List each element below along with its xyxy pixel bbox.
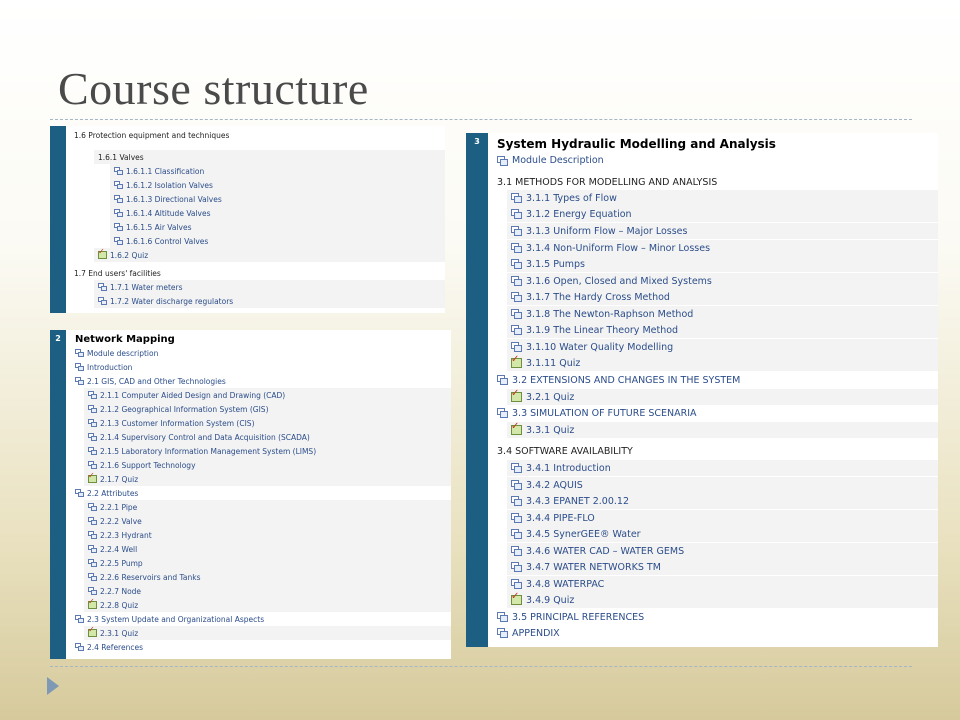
quiz-icon: ✓	[511, 392, 522, 402]
outline-item-label: Module description	[87, 348, 159, 358]
outline-item[interactable]	[84, 584, 451, 598]
document-icon	[511, 579, 522, 589]
document-icon	[114, 223, 123, 231]
document-icon	[511, 193, 522, 203]
section-title	[71, 333, 451, 346]
outline-item[interactable]	[110, 178, 445, 192]
outline-item-label: 1.6.1.4 Altitude Valves	[126, 208, 211, 218]
outline-item-label: 3.1.5 Pumps	[526, 258, 586, 270]
outline-item[interactable]	[84, 388, 451, 402]
document-icon	[511, 562, 522, 572]
document-icon	[88, 447, 97, 455]
document-icon	[511, 309, 522, 319]
document-icon	[75, 349, 84, 357]
outline-item[interactable]	[493, 609, 938, 625]
outline-item-label: 2.2.7 Node	[100, 586, 142, 596]
outline-item[interactable]	[507, 289, 938, 305]
outline-item-label: 1.6.1.6 Control Valves	[126, 236, 209, 246]
outline-item[interactable]	[84, 556, 451, 570]
outline-item-label: 3.4 SOFTWARE AVAILABILITY	[497, 445, 633, 457]
document-icon	[511, 276, 522, 286]
outline-item[interactable]	[507, 543, 938, 559]
outline-item-label: 1.6.1.3 Directional Valves	[126, 194, 222, 204]
outline-item-label: 2.1.3 Customer Information System (CIS)	[100, 418, 255, 428]
outline-item[interactable]	[507, 559, 938, 575]
outline-item[interactable]	[507, 477, 938, 493]
outline-item-label: Network Mapping	[75, 334, 175, 345]
outline-item[interactable]	[84, 542, 451, 556]
outline-item-label: 3.4.8 WATERPAC	[526, 578, 605, 590]
outline-item-label: 2.2.1 Pipe	[100, 502, 138, 512]
outline-item[interactable]	[84, 458, 451, 472]
document-icon	[88, 419, 97, 427]
outline-item-label: 1.7 End users' facilities	[74, 268, 161, 278]
document-icon	[497, 156, 508, 166]
quiz-icon: ✓	[511, 358, 522, 368]
outline-item-label: 2.1.5 Laboratory Information Management System (LIMS)	[100, 446, 317, 456]
section-outline	[66, 330, 451, 659]
document-icon	[511, 209, 522, 219]
outline-item-label: 3.1.4 Non-Uniform Flow – Minor Losses	[526, 242, 711, 254]
document-icon	[75, 489, 84, 497]
document-icon	[511, 243, 522, 253]
outline-item[interactable]	[507, 223, 938, 239]
outline-item-label: 2.2.5 Pump	[100, 558, 143, 568]
outline-item[interactable]	[84, 472, 451, 486]
outline-item[interactable]	[110, 206, 445, 220]
outline-item-label: 3.4.4 PIPE-FLO	[526, 512, 595, 524]
outline-item-label: 3.1.7 The Hardy Cross Method	[526, 291, 670, 303]
outline-item-label: 3.3 SIMULATION OF FUTURE SCENARIA	[512, 407, 697, 419]
outline-item-label: APPENDIX	[512, 627, 560, 639]
outline-item[interactable]	[507, 240, 938, 256]
outline-item[interactable]	[507, 190, 938, 206]
outline-item[interactable]	[507, 389, 938, 405]
document-icon	[75, 377, 84, 385]
outline-item-label: 1.7.2 Water discharge regulators	[110, 296, 234, 306]
document-icon	[114, 209, 123, 217]
outline-item-label: 3.2 EXTENSIONS AND CHANGES IN THE SYSTEM	[512, 374, 741, 386]
outline-item-label: 2.2.2 Valve	[100, 516, 142, 526]
document-icon	[88, 503, 97, 511]
outline-item[interactable]	[110, 220, 445, 234]
quiz-icon: ✓	[88, 601, 97, 609]
outline-item-label: 3.1 METHODS FOR MODELLING AND ANALYSIS	[497, 176, 718, 188]
slide-title: Course structure	[58, 63, 369, 114]
outline-item-label: 2.1.6 Support Technology	[100, 460, 196, 470]
document-icon	[497, 408, 508, 418]
outline-item-label: 2.1.7 Quiz	[100, 474, 139, 484]
quiz-icon: ✓	[98, 251, 107, 259]
outline-item-label: 3.4.5 SynerGEE® Water	[526, 528, 641, 540]
document-icon	[88, 545, 97, 553]
outline-item[interactable]	[84, 598, 451, 612]
outline-item-label: 2.3.1 Quiz	[100, 628, 139, 638]
document-icon	[497, 612, 508, 622]
document-icon	[511, 292, 522, 302]
outline-item[interactable]	[84, 626, 451, 640]
section-sidebar	[466, 133, 488, 647]
outline-item-label: 2.3 System Update and Organizational Aspects	[87, 614, 265, 624]
section-number: 2	[55, 334, 61, 343]
outline-item-label: 2.2.4 Well	[100, 544, 138, 554]
outline-item-label: 2.4 References	[87, 642, 143, 652]
outline-item[interactable]	[493, 153, 938, 168]
outline-item[interactable]	[84, 416, 451, 430]
section-number: 3	[474, 137, 480, 146]
outline-item-label: 3.1.8 The Newton-Raphson Method	[526, 308, 694, 320]
outline-item-label: 3.4.3 EPANET 2.00.12	[526, 495, 630, 507]
outline-item-label: 3.1.2 Energy Equation	[526, 208, 632, 220]
document-icon	[511, 259, 522, 269]
outline-item[interactable]	[493, 405, 938, 421]
outline-item-label: 3.1.9 The Linear Theory Method	[526, 324, 679, 336]
course-panel-section-1	[50, 126, 445, 313]
document-icon	[88, 517, 97, 525]
document-icon	[511, 226, 522, 236]
outline-item[interactable]	[84, 444, 451, 458]
section-label	[70, 128, 445, 142]
outline-item[interactable]	[507, 273, 938, 289]
document-icon	[88, 531, 97, 539]
outline-item-label: 3.4.6 WATER CAD – WATER GEMS	[526, 545, 685, 557]
quiz-icon: ✓	[511, 425, 522, 435]
document-icon	[497, 375, 508, 385]
outline-item-label: 1.6.1.1 Classification	[126, 166, 205, 176]
document-icon	[88, 391, 97, 399]
outline-item-label: 2.1.1 Computer Aided Design and Drawing (CAD)	[100, 390, 286, 400]
outline-item-label: 2.2.8 Quiz	[100, 600, 139, 610]
document-icon	[511, 546, 522, 556]
document-icon	[114, 237, 123, 245]
document-icon	[88, 405, 97, 413]
outline-item-label: 2.1 GIS, CAD and Other Technologies	[87, 376, 226, 386]
outline-item[interactable]	[71, 346, 451, 360]
outline-item-label: 3.2.1 Quiz	[526, 391, 575, 403]
document-icon	[511, 480, 522, 490]
outline-item[interactable]	[507, 576, 938, 592]
section-label	[94, 150, 445, 164]
outline-item-label: System Hydraulic Modelling and Analysis	[497, 137, 776, 151]
document-icon	[114, 195, 123, 203]
document-icon	[511, 342, 522, 352]
outline-item-label: 2.2.6 Reservoirs and Tanks	[100, 572, 201, 582]
quiz-icon: ✓	[88, 629, 97, 637]
document-icon	[75, 643, 84, 651]
outline-item-label: 3.4.7 WATER NETWORKS TM	[526, 561, 661, 573]
outline-item[interactable]	[94, 294, 445, 308]
document-icon	[511, 463, 522, 473]
outline-item[interactable]	[84, 514, 451, 528]
outline-item-label: 3.5 PRINCIPAL REFERENCES	[512, 611, 645, 623]
top-divider	[50, 119, 912, 120]
outline-item[interactable]	[507, 256, 938, 272]
outline-item[interactable]	[84, 570, 451, 584]
outline-item[interactable]	[110, 164, 445, 178]
outline-item[interactable]	[507, 460, 938, 476]
document-icon	[497, 628, 508, 638]
section-label	[493, 443, 938, 459]
outline-item-label: Introduction	[87, 362, 133, 372]
section-title	[493, 136, 938, 152]
outline-item[interactable]	[71, 640, 451, 654]
section-sidebar	[50, 126, 66, 313]
outline-item[interactable]	[493, 372, 938, 388]
outline-item[interactable]	[507, 306, 938, 322]
outline-item[interactable]	[493, 625, 938, 641]
outline-item-label: 1.6.1 Valves	[98, 152, 144, 162]
outline-item[interactable]	[71, 374, 451, 388]
outline-item-label: 3.1.3 Uniform Flow – Major Losses	[526, 225, 688, 237]
outline-item-label: 1.6.2 Quiz	[110, 250, 149, 260]
outline-item[interactable]	[507, 322, 938, 338]
course-panel-section-3	[466, 133, 938, 647]
document-icon	[88, 559, 97, 567]
quiz-icon: ✓	[88, 475, 97, 483]
outline-item[interactable]	[507, 592, 938, 608]
outline-item[interactable]	[84, 402, 451, 416]
course-panel-section-2	[50, 330, 451, 659]
outline-item[interactable]	[94, 280, 445, 294]
outline-item[interactable]	[84, 430, 451, 444]
outline-item-label: 3.1.6 Open, Closed and Mixed Systems	[526, 275, 712, 287]
document-icon	[88, 573, 97, 581]
document-icon	[511, 325, 522, 335]
document-icon	[75, 615, 84, 623]
outline-item[interactable]	[71, 486, 451, 500]
document-icon	[88, 587, 97, 595]
outline-item-label: 1.6.1.5 Air Valves	[126, 222, 192, 232]
outline-item[interactable]	[71, 612, 451, 626]
document-icon	[511, 529, 522, 539]
section-outline	[488, 133, 938, 647]
outline-item-label: 2.1.4 Supervisory Control and Data Acquisition (SCADA)	[100, 432, 310, 442]
section-label	[70, 266, 445, 280]
outline-item[interactable]	[507, 206, 938, 222]
outline-item-label: 3.1.10 Water Quality Modelling	[526, 341, 674, 353]
document-icon	[75, 363, 84, 371]
document-icon	[98, 283, 107, 291]
outline-item[interactable]	[84, 500, 451, 514]
next-slide-arrow-icon[interactable]	[47, 677, 59, 695]
outline-item[interactable]	[507, 355, 938, 371]
outline-item-label: 3.1.11 Quiz	[526, 357, 581, 369]
outline-item-label: 3.3.1 Quiz	[526, 424, 575, 436]
section-outline	[66, 126, 445, 313]
section-label	[493, 174, 938, 190]
outline-item-label: 3.4.9 Quiz	[526, 594, 575, 606]
outline-item[interactable]	[507, 526, 938, 542]
outline-item[interactable]	[507, 510, 938, 526]
outline-item-label: Module Description	[512, 155, 604, 166]
outline-item[interactable]	[110, 234, 445, 248]
bottom-divider	[50, 666, 912, 667]
outline-item-label: 1.6.1.2 Isolation Valves	[126, 180, 213, 190]
document-icon	[511, 496, 522, 506]
outline-item[interactable]	[94, 248, 445, 262]
outline-item-label: 3.4.2 AQUIS	[526, 479, 583, 491]
outline-item[interactable]	[71, 360, 451, 374]
outline-item[interactable]	[507, 422, 938, 438]
document-icon	[114, 181, 123, 189]
outline-item-label: 2.1.2 Geographical Information System (GIS)	[100, 404, 269, 414]
outline-item-label: 1.6 Protection equipment and techniques	[74, 130, 230, 140]
outline-item-label: 2.2.3 Hydrant	[100, 530, 152, 540]
outline-item-label: 1.7.1 Water meters	[110, 282, 183, 292]
document-icon	[98, 297, 107, 305]
outline-item-label: 3.1.1 Types of Flow	[526, 192, 617, 204]
quiz-icon: ✓	[511, 595, 522, 605]
outline-item-label: 2.2 Attributes	[87, 488, 139, 498]
outline-item[interactable]	[84, 528, 451, 542]
document-icon	[88, 433, 97, 441]
outline-item[interactable]	[507, 339, 938, 355]
outline-item-label: 3.4.1 Introduction	[526, 462, 611, 474]
document-icon	[114, 167, 123, 175]
document-icon	[511, 513, 522, 523]
document-icon	[88, 461, 97, 469]
outline-item[interactable]	[110, 192, 445, 206]
section-sidebar	[50, 330, 66, 659]
outline-item[interactable]	[507, 493, 938, 509]
